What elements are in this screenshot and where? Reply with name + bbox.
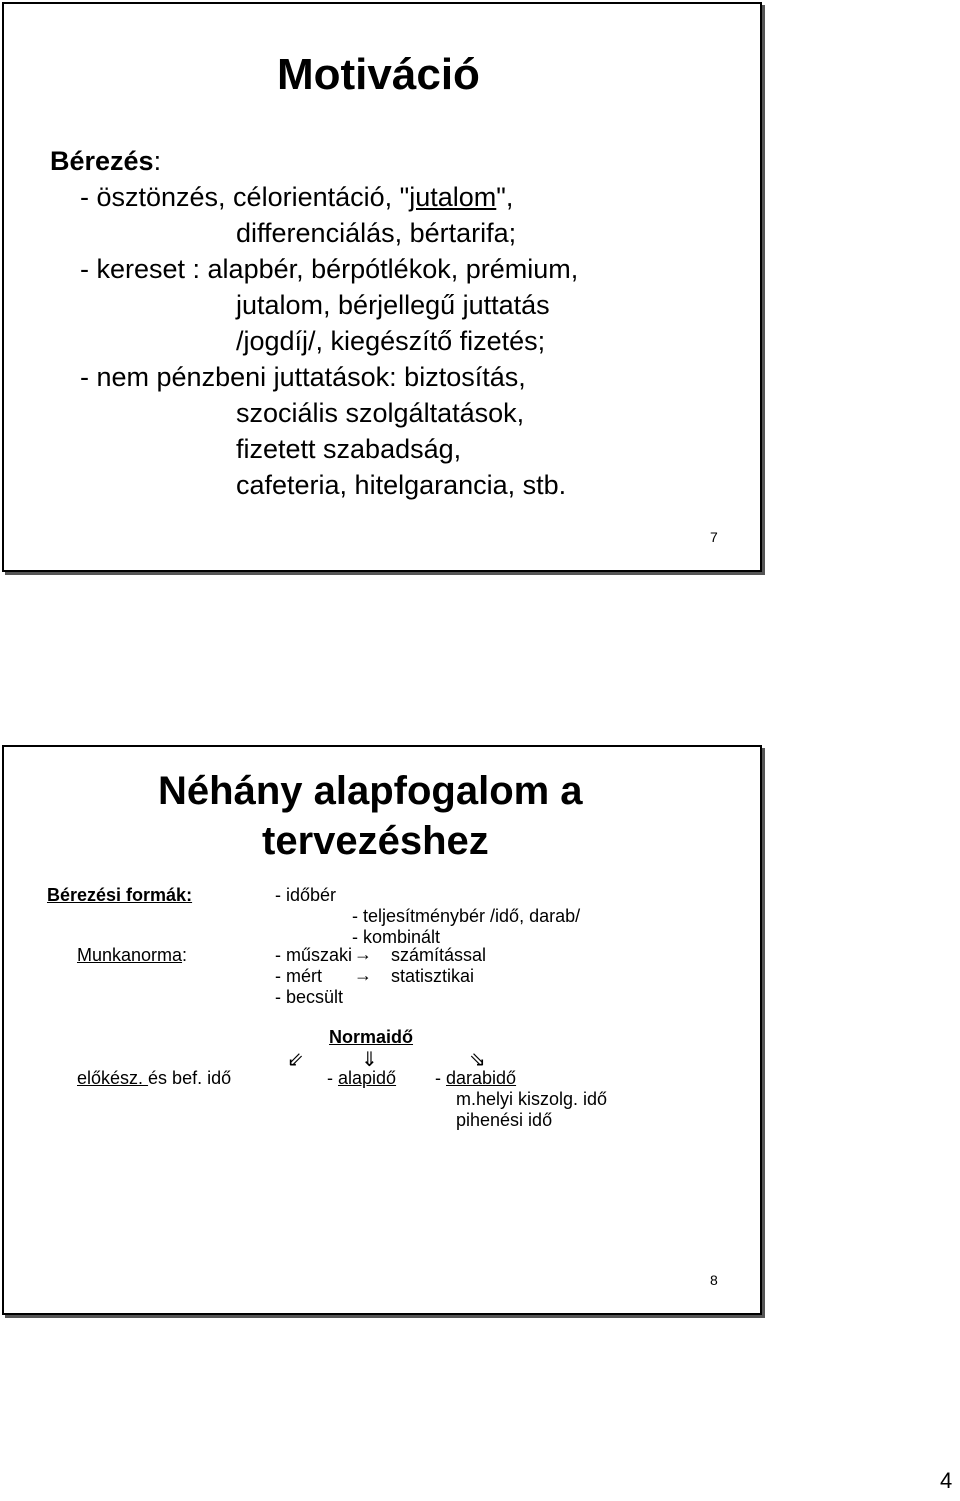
alapido-dash: -	[327, 1068, 338, 1088]
statisztikai-text: statisztikai	[391, 966, 475, 986]
arrow-down-icon: ⇓	[361, 1049, 378, 1071]
slide-8	[2, 745, 762, 1315]
mhelyi-kiszolg-item: m.helyi kiszolg. idő	[456, 1089, 608, 1109]
elokesz-underlined: előkész.	[77, 1068, 149, 1088]
alapido-item	[327, 1068, 396, 1089]
bullet-line-2: - kereset : alapbér, bérpótlékok, prémium,	[80, 254, 579, 284]
darabido-item	[435, 1068, 516, 1089]
heading-text: Bérezés	[50, 146, 154, 176]
alapido-text: alapidő	[338, 1068, 397, 1088]
szamitassal-text: számítással	[391, 945, 487, 965]
underlined-word: jutalom	[409, 182, 497, 212]
arrow-right-small-icon: →	[354, 965, 372, 985]
pihenesi-ido-item: pihenési idő	[456, 1110, 553, 1130]
page-number: 4	[940, 1468, 953, 1493]
heading-colon: :	[153, 146, 162, 176]
kombinalt-item: - kombinált	[352, 927, 441, 947]
bullet-line-1	[80, 182, 513, 213]
idober-item: - időbér	[275, 885, 337, 905]
slide-7	[2, 2, 762, 572]
slide-title-line-1: Néhány alapfogalom a	[158, 769, 583, 813]
slide-title-line-2: tervezéshez	[262, 819, 489, 863]
munkanorma-text: Munkanorma	[77, 945, 183, 965]
elokesz-rest: és bef. idő	[148, 1068, 232, 1088]
becsult-item: - becsült	[275, 987, 344, 1007]
bullet-continuation: differenciálás, bértarifa;	[236, 218, 517, 248]
munkanorma-label	[77, 945, 187, 966]
arrow-down-left-icon: ⇙	[287, 1049, 304, 1071]
teljesitmenyber-item: - teljesítménybér /idő, darab/	[352, 906, 581, 926]
berezesi-formak-label: Bérezési formák:	[47, 885, 193, 905]
bullet-continuation: szociális szolgáltatások,	[236, 398, 525, 428]
bullet-continuation: jutalom, bérjellegű juttatás	[236, 290, 550, 320]
bullet-continuation: /jogdíj/, kiegészítő fizetés;	[236, 326, 546, 356]
normaido-heading: Normaidő	[329, 1027, 414, 1047]
darabido-text: darabidő	[446, 1068, 517, 1088]
bullet-text: - ösztönzés, célorientáció, "	[80, 182, 410, 212]
slide-number: 7	[710, 529, 718, 545]
slide-title: Motiváció	[277, 50, 480, 99]
darabido-dash: -	[435, 1068, 446, 1088]
mert-item: - mért	[275, 966, 322, 986]
section-heading	[50, 146, 161, 177]
slide-number: 8	[710, 1272, 718, 1288]
munkanorma-colon: :	[182, 945, 188, 965]
arrow-right-small-icon: →	[354, 944, 372, 964]
arrow-down-right-icon: ⇘	[469, 1049, 486, 1071]
bullet-tail: ",	[496, 182, 514, 212]
bullet-continuation: fizetett szabadság,	[236, 434, 462, 464]
muszaki-item: - műszaki	[275, 945, 353, 965]
bullet-continuation: cafeteria, hitelgarancia, stb.	[236, 470, 567, 500]
bullet-line-3: - nem pénzbeni juttatások: biztosítás,	[80, 362, 526, 392]
elokesz-item	[77, 1068, 231, 1089]
